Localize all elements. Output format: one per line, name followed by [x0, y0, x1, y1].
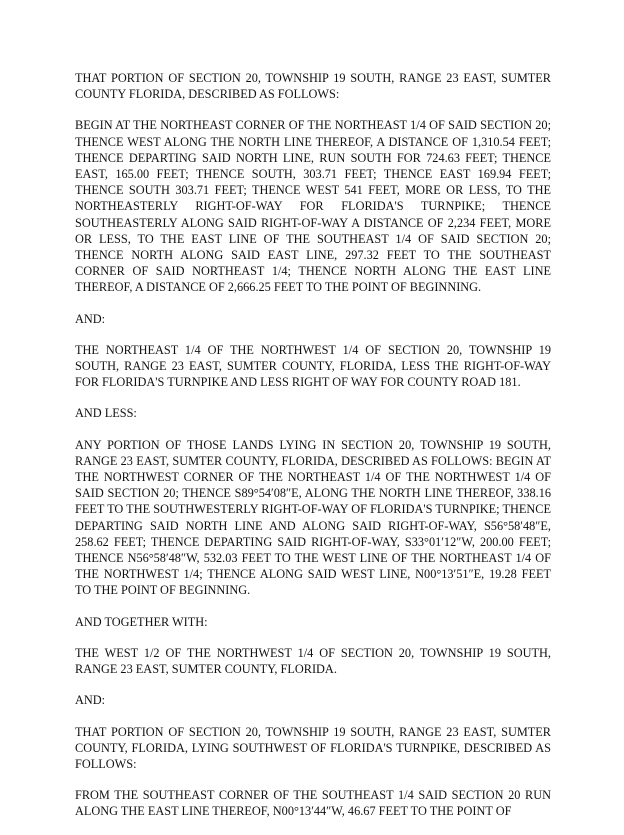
- paragraph-and-less: AND LESS:: [75, 406, 137, 421]
- paragraph-exception-description: ANY PORTION OF THOSE LANDS LYING IN SECTION 20, TOWNSHIP 19 SOUTH, RANGE 23 EAST, SUMTER COUNTY, FLORIDA, DESCRIBED AS FOLLOWS: BEGIN AT THE NORTHWEST CORNER OF THE NORTHEAST 1/4 OF THE NORTHWEST 1/4 OF SAID SECTION 20; THENCE S89°54′08″E, ALONG THE NORTH LINE THEREOF, 338.16 FEET TO THE SOUTHWESTERLY RIGHT-OF-WAY OF FLORIDA'S TURNPIKE; THENCE DEPARTING SAID NORTH LINE AND ALONG SAID RIGHT-OF-WAY, S56°58′48″E, 258.62 FEET; THENCE DEPARTING SAID RIGHT-OF-WAY, S33°01′12″W, 200.00 FEET; THENCE N56°58′48″W, 532.03 FEET TO THE WEST LINE OF THE NORTHEAST 1/4 OF THE NORTHWEST 1/4; THENCE ALONG SAID WEST LINE, N00°13′51″E, 19.28 FEET TO THE POINT OF BEGINNING.: [75, 437, 551, 598]
- paragraph-and-together-with: AND TOGETHER WITH:: [75, 614, 208, 629]
- paragraph-intro-parcel-1: THAT PORTION OF SECTION 20, TOWNSHIP 19 SOUTH, RANGE 23 EAST, SUMTER COUNTY FLORIDA, DESCRIBED AS FOLLOWS:: [75, 71, 551, 102]
- paragraph-and-2: AND:: [75, 693, 106, 708]
- paragraph-parcel-2: THE NORTHEAST 1/4 OF THE NORTHWEST 1/4 OF SECTION 20, TOWNSHIP 19 SOUTH, RANGE 23 EAST, SUMTER COUNTY, FLORIDA, LESS THE RIGHT-OF-WAY FOR FLORIDA'S TURNPIKE AND LESS RIGHT OF WAY FOR COUNTY ROAD 181.: [75, 342, 551, 390]
- paragraph-and-1: AND:: [75, 311, 106, 326]
- paragraph-intro-parcel-4: THAT PORTION OF SECTION 20, TOWNSHIP 19 SOUTH, RANGE 23 EAST, SUMTER COUNTY, FLORIDA, LYING SOUTHWEST OF FLORIDA'S TURNPIKE, DESCRIBED AS FOLLOWS:: [75, 724, 551, 771]
- paragraph-parcel-4-description: FROM THE SOUTHEAST CORNER OF THE SOUTHEAST 1/4 SAID SECTION 20 RUN ALONG THE EAST LINE THEREOF, N00°13′44″W, 46.67 FEET TO THE POINT OF: [75, 788, 551, 819]
- paragraph-parcel-3: THE WEST 1/2 OF THE NORTHWEST 1/4 OF SECTION 20, TOWNSHIP 19 SOUTH, RANGE 23 EAST, SUMTER COUNTY, FLORIDA.: [75, 645, 551, 677]
- legal-description-page: [75, 70, 551, 835]
- paragraph-parcel-1-description: BEGIN AT THE NORTHEAST CORNER OF THE NORTHEAST 1/4 OF SAID SECTION 20; THENCE WEST ALONG THE NORTH LINE THEREOF, A DISTANCE OF 1,310.54 FEET; THENCE DEPARTING SAID NORTH LINE, RUN SOUTH FOR 724.63 FEET; THENCE EAST, 165.00 FEET; THENCE SOUTH, 303.71 FEET; THENCE EAST 169.94 FEET; THENCE SOUTH 303.71 FEET; THENCE WEST 541 FEET, MORE OR LESS, TO THE NORTHEASTERLY RIGHT-OF-WAY FOR FLORIDA'S TURNPIKE; THENCE SOUTHEASTERLY ALONG SAID RIGHT-OF-WAY A DISTANCE OF 2,234 FEET, MORE OR LESS, TO THE EAST LINE OF THE SOUTHEAST 1/4 OF SAID SECTION 20; THENCE NORTH ALONG SAID EAST LINE, 297.32 FEET TO THE SOUTHEAST CORNER OF SAID NORTHEAST 1/4; THENCE NORTH ALONG THE EAST LINE THEREOF, A DISTANCE OF 2,666.25 FEET TO THE POINT OF BEGINNING.: [75, 118, 551, 295]
